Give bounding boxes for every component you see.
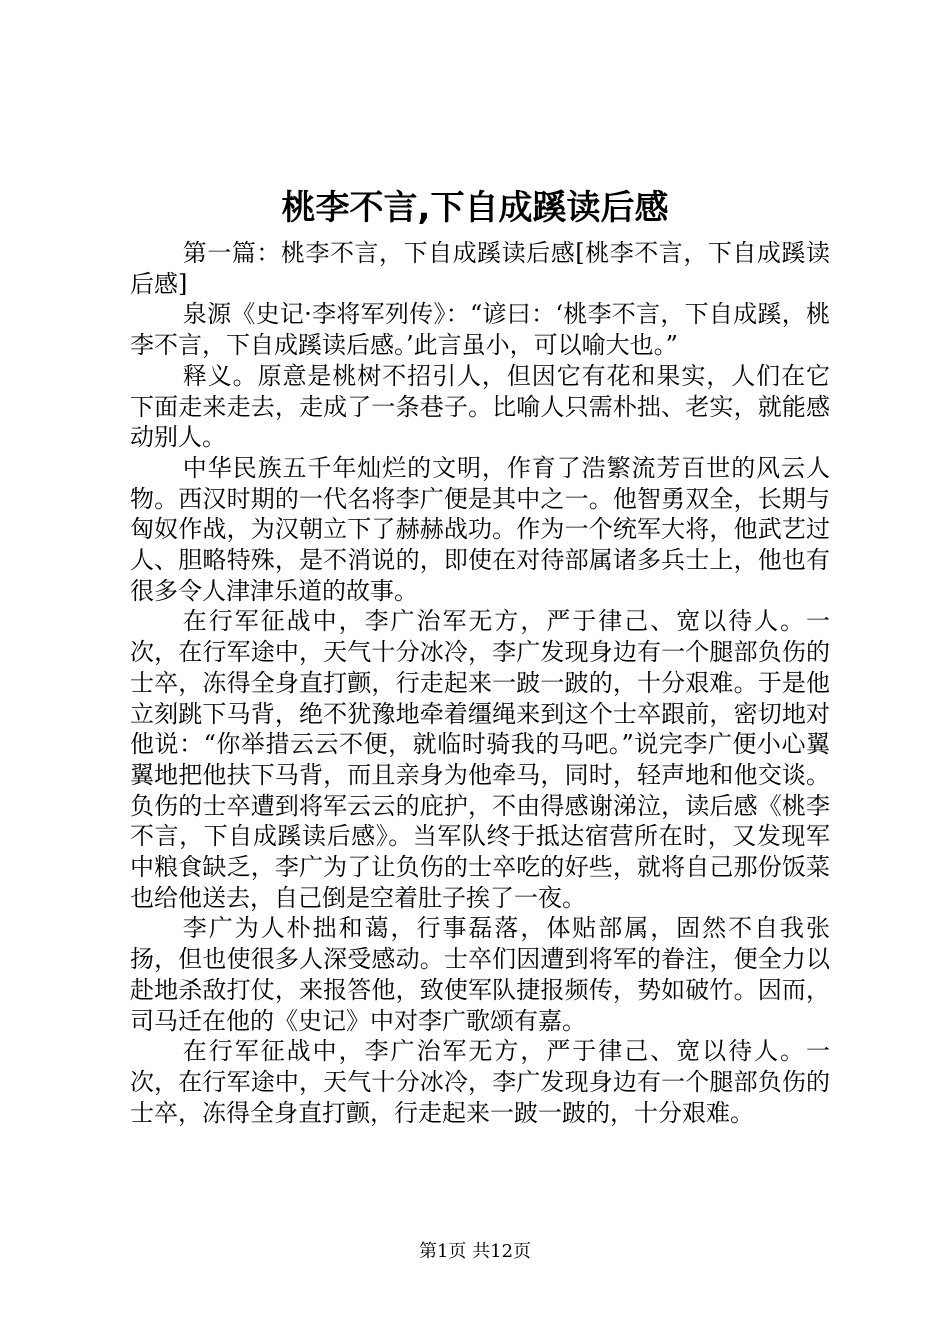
paragraph: 中华民族五千年灿烂的文明，作育了浩繁流芳百世的风云人物。西汉时期的一代名将李广便是其中之一。他智勇双全，长期与匈奴作战，为汉朝立下了赫赫战功。作为一个统军大将，他武艺过人、胆略特殊，是不消说的，即使在对待部属诸多兵士上，他也有很多令人津津乐道的故事。 [130, 453, 830, 605]
paragraph: 李广为人朴拙和蔼，行事磊落，体贴部属，固然不自我张扬，但也使很多人深受感动。士卒们因遭到将军的眷注，便全力以赴地杀敌打仗，来报答他，致使军队捷报频传，势如破竹。因而，司马迁在他的《史记》中对李广歌颂有嘉。 [130, 914, 830, 1035]
paragraph: 泉源《史记·李将军列传》：“谚曰：‘桃李不言，下自成蹊，桃李不言，下自成蹊读后感。’此言虽小，可以喻大也。” [130, 300, 830, 360]
document-title: 桃李不言,下自成蹊读后感 [281, 188, 669, 228]
paragraph: 在行军征战中，李广治军无方，严于律己、宽以待人。一次，在行军途中，天气十分冰冷，李广发现身边有一个腿部负伤的士卒，冻得全身直打颤，行走起来一跛一跛的，十分艰难。于是他立刻跳下马背，绝不犹豫地牵着缰绳来到这个士卒跟前，密切地对他说：“你举措云云不便，就临时骑我的马吧。”说完李广便小心翼翼地把他扶下马背，而且亲身为他牵马，同时，轻声地和他交谈。负伤的士卒遭到将军云云的庇护，不由得感谢涕泣，读后感《桃李不言，下自成蹊读后感》。当军队终于抵达宿营所在时，又发现军中粮食缺乏，李广为了让负伤的士卒吃的好些，就将自己那份饭菜也给他送去，自己倒是空着肚子挨了一夜。 [130, 607, 830, 912]
paragraph: 释义。原意是桃树不招引人，但因它有花和果实，人们在它下面走来走去，走成了一条巷子。比喻人只需朴拙、老实，就能感动别人。 [130, 361, 830, 452]
paragraph: 第一篇：桃李不言，下自成蹊读后感[桃李不言，下自成蹊读后感] [130, 239, 830, 298]
page-number-footer: 第1页 共12页 [418, 1241, 532, 1262]
paragraph: 在行军征战中，李广治军无方，严于律己、宽以待人。一次，在行军途中，天气十分冰冷，李广发现身边有一个腿部负伤的士卒，冻得全身直打颤，行走起来一跛一跛的，十分艰难。 [130, 1037, 830, 1127]
document-body [130, 238, 830, 1128]
